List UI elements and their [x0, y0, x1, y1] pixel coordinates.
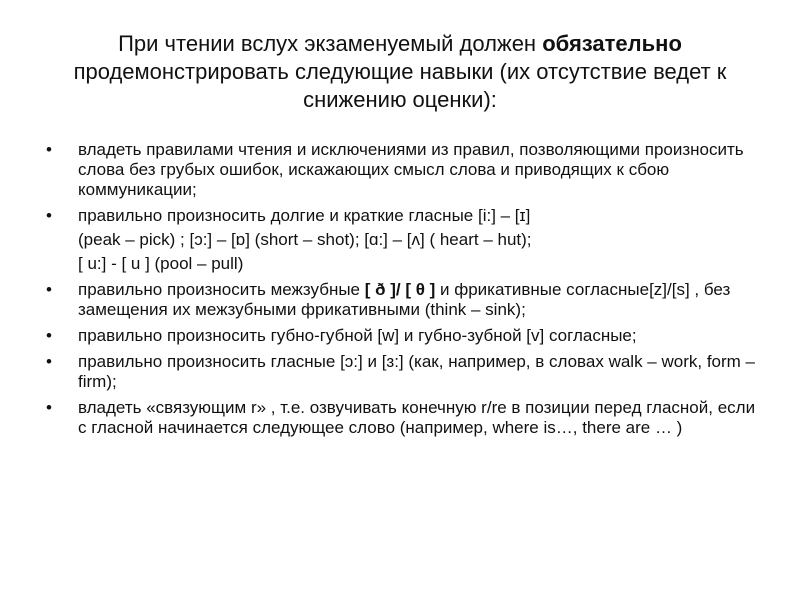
- title-part2: продемонстрировать следующие навыки (их отсутствие ведет к снижению оценки):: [73, 59, 727, 112]
- item-text: правильно произносить гласные [ɔ:] и [ɜ:] (как, например, в словах walk – work, form – firm);: [78, 352, 755, 391]
- item-text: правильно произносить долгие и краткие гласные [i:] – [ɪ]: [78, 206, 531, 225]
- list-item: [40, 280, 760, 320]
- bullet-icon: •: [46, 352, 52, 371]
- list-item: [40, 326, 760, 346]
- item-text: владеть «связующим r» , т.е. озвучивать конечную r/re в позиции перед гласной, если с гласной начинается следующее слово (например, where is…, there are … ): [78, 398, 756, 437]
- item-text-post: и фрикативные согласные[z]/[s] , без замещения их межзубными фрикативными (think – sink);: [78, 280, 731, 319]
- bullet-icon: •: [46, 140, 52, 159]
- item-continuation: [ u:] - [ u ] (pool – pull): [78, 254, 244, 273]
- bullet-list: [40, 140, 760, 444]
- item-text-bold: [ ð ]/ [ θ ]: [364, 280, 436, 299]
- bullet-icon: •: [46, 326, 52, 345]
- title-bold: обязательно: [542, 31, 682, 56]
- bullet-icon: •: [46, 398, 52, 417]
- list-item: [40, 206, 760, 226]
- item-continuation: (peak – pick) ; [ɔ:] – [ɒ] (short – shot); [ɑ:] – [ʌ] ( heart – hut);: [78, 230, 532, 249]
- list-item: [40, 352, 760, 392]
- list-item: [40, 398, 760, 438]
- item-text-pre: правильно произносить межзубные: [78, 280, 365, 299]
- item-text: правильно произносить губно-губной [w] и губно-зубной [v] согласные;: [78, 326, 637, 345]
- bullet-icon: •: [46, 206, 52, 225]
- slide-title: [40, 30, 760, 114]
- list-item: [40, 140, 760, 200]
- item-text: владеть правилами чтения и исключениями из правил, позволяющими произносить слова без грубых ошибок, искажающих смысл слова и приводящих к сбою коммуникации;: [78, 140, 744, 199]
- title-part1: При чтении вслух экзаменуемый должен: [118, 31, 543, 56]
- bullet-icon: •: [46, 280, 52, 299]
